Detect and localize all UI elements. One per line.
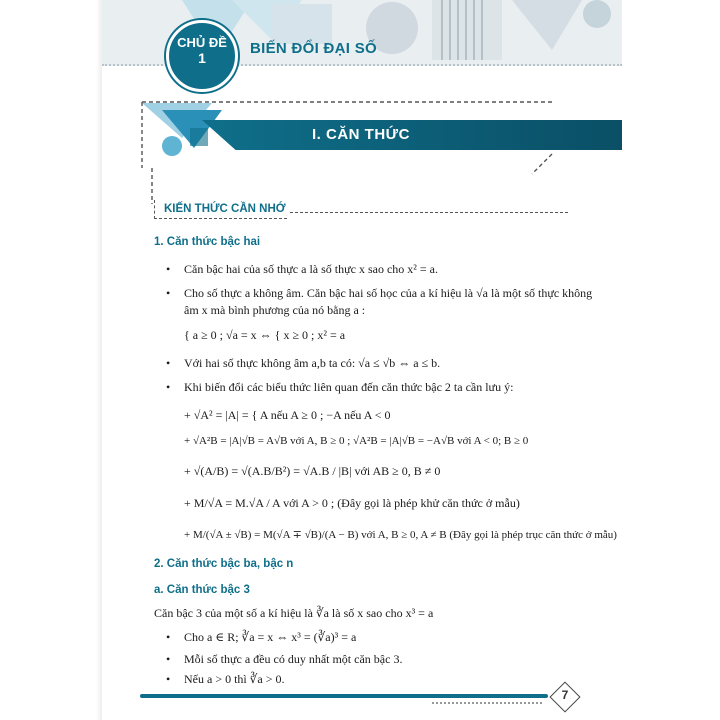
line-cube-def: Căn bậc 3 của một số a kí hiệu là ∛a là số x sao cho x³ = a (154, 606, 434, 620)
chapter-badge (166, 20, 238, 92)
textbook-page (102, 0, 622, 720)
line-compare: Với hai số thực không âm a,b ta có: √a ≤ √b ⇔ a ≤ b. (184, 356, 441, 370)
line-cube-unique: Mỗi số thực a đều có duy nhất một căn bậc 3. (184, 652, 403, 666)
chapter-title: BIẾN ĐỔI ĐẠI SỐ (250, 40, 378, 57)
line-note: Khi biến đổi các biểu thức liên quan đến căn thức bậc 2 ta cần lưu ý: (184, 380, 514, 394)
line-cube-sign: Nếu a > 0 thì ∛a > 0. (184, 672, 285, 686)
bullet-2: • (166, 286, 171, 300)
line-arith-root-1: Cho số thực a không âm. Căn bậc hai số học của a kí hiệu là √a là một số thực không (184, 286, 593, 300)
formula-rationalize-2: + M/(√A ± √B) = M(√A ∓ √B)/(A − B) với A, B ≥ 0, A ≠ B (Đây gọi là phép trục căn thức ở mẫu) (184, 529, 617, 541)
heading-cube-root-a: a. Căn thức bậc 3 (154, 584, 250, 596)
line-definition: Căn bậc hai của số thực a là số thực x sao cho x² = a. (184, 262, 438, 276)
subheading-rule (290, 212, 568, 213)
footer-rule (140, 694, 548, 698)
formula-factor-out: + √A²B = |A|√B = A√B với A, B ≥ 0 ; √A²B = |A|√B = −A√B với A < 0; B ≥ 0 (184, 435, 529, 447)
formula-fraction: + √(A/B) = √(A.B/B²) = √A.B / |B| với AB ≥ 0, B ≠ 0 (184, 464, 441, 478)
line-cube-eq: Cho a ∈ R; ∛a = x ⇔ x³ = (∛a)³ = a (184, 630, 357, 644)
bullet-7: • (166, 672, 171, 686)
section-title: I. CĂN THỨC (312, 126, 410, 143)
page-number: 7 (561, 688, 569, 702)
formula-rationalize-1: + M/√A = M.√A / A với A > 0 ; (Đây gọi là phép khử căn thức ở mẫu) (184, 496, 520, 510)
bullet-6: • (166, 652, 171, 666)
bullet-5: • (166, 630, 171, 644)
bullet-1: • (166, 262, 171, 276)
bullet-4: • (166, 380, 171, 394)
footer-dots (432, 702, 542, 704)
chapter-number: 1 (198, 50, 206, 66)
line-system: { a ≥ 0 ; √a = x ⇔ { x ≥ 0 ; x² = a (184, 328, 346, 342)
bullet-3: • (166, 356, 171, 370)
heading-cube-root: 2. Căn thức bậc ba, bậc n (154, 558, 294, 570)
subheading-title: KIẾN THỨC CẦN NHỚ (164, 203, 286, 215)
formula-abs: + √A² = |A| = { A nếu A ≥ 0 ; −A nếu A < 0 (184, 408, 391, 422)
section-banner (202, 120, 622, 150)
line-arith-root-2: âm x mà bình phương của nó bằng a : (184, 303, 366, 317)
heading-square-root: 1. Căn thức bậc hai (154, 236, 261, 248)
chapter-label: CHỦ ĐỀ (177, 35, 227, 50)
